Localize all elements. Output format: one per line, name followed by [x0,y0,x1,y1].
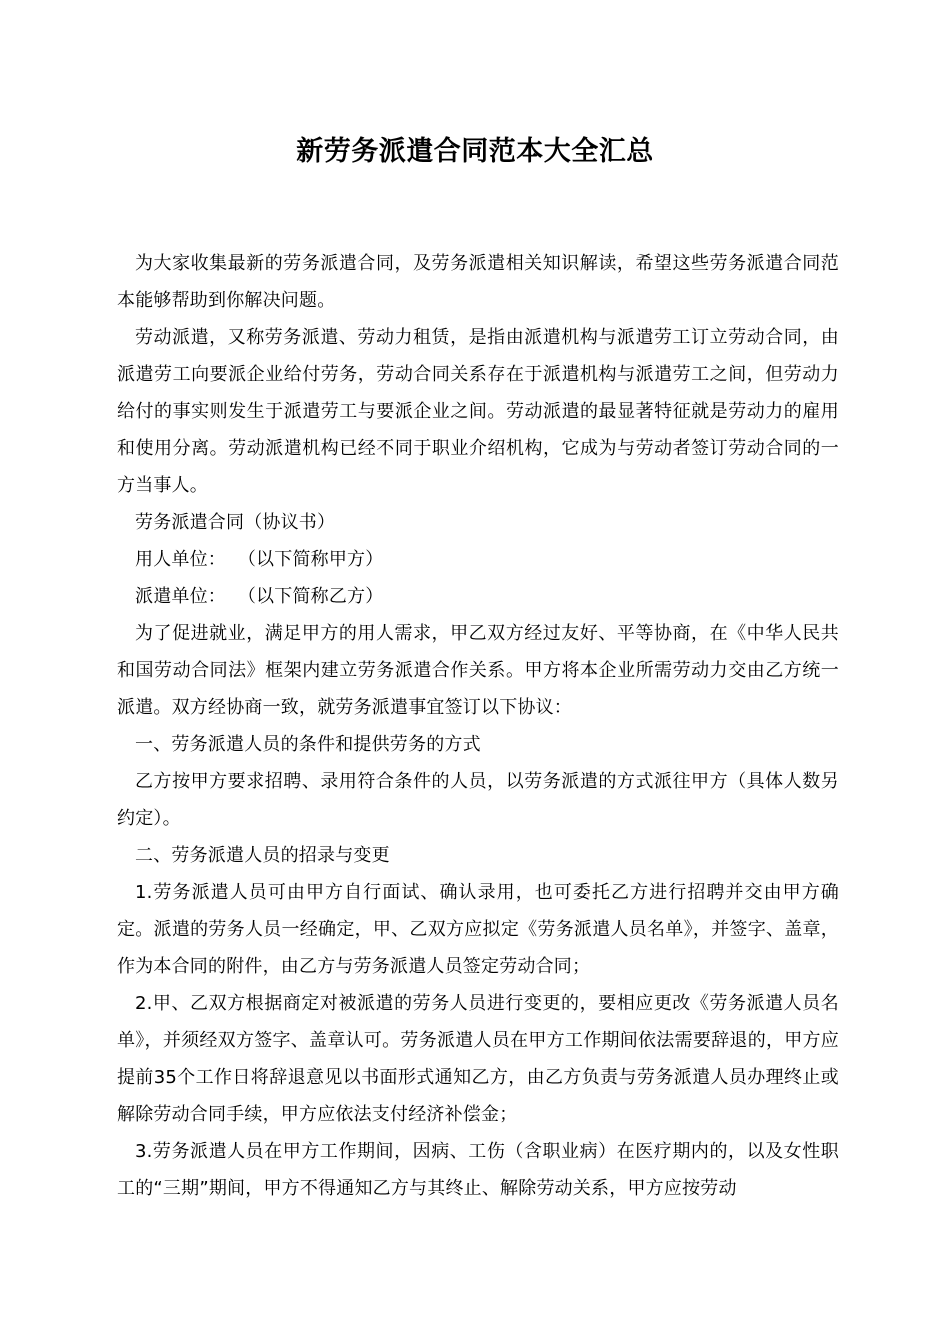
document-title: 新劳务派遣合同范本大全汇总 [296,136,654,167]
paragraph: 劳动派遣，又称劳务派遣、劳动力租赁，是指由派遣机构与派遣劳工订立劳动合同，由派遣劳工向要派企业给付劳务，劳动合同关系存在于派遣机构与派遣劳工之间，但劳动力给付的事实则发生于派遣劳工与要派企业之间。劳动派遣的最显著特征就是劳动力的雇用和使用分离。劳动派遣机构已经不同于职业介绍机构，它成为与劳动者签订劳动合同的一方当事人。 [117,327,839,496]
section-heading: 一、劳务派遣人员的条件和提供劳务的方式 [135,734,481,755]
paragraph: 3.劳务派遣人员在甲方工作期间，因病、工伤（含职业病）在医疗期内的，以及女性职工的“三期”期间，甲方不得通知乙方与其终止、解除劳动关系，甲方应按劳动 [117,1141,839,1199]
paragraph: 2.甲、乙双方根据商定对被派遣的劳务人员进行变更的，要相应更改《劳务派遣人员名单》，并须经双方签字、盖章认可。劳务派遣人员在甲方工作期间依法需要辞退的，甲方应提前35个工作日将辞退意见以书面形式通知乙方，由乙方负责与劳务派遣人员办理终止或解除劳动合同手续，甲方应依法支付经济补偿金； [117,993,839,1125]
paragraph: 劳务派遣合同（协议书） [135,512,336,533]
document-body [117,245,839,1207]
section-heading: 二、劳务派遣人员的招录与变更 [135,845,390,866]
paragraph: 为了促进就业，满足甲方的用人需求，甲乙双方经过友好、平等协商，在《中华人民共和国劳动合同法》框架内建立劳务派遣合作关系。甲方将本企业所需劳动力交由乙方统一派遣。双方经协商一致，就劳务派遣事宜签订以下协议： [117,623,839,718]
paragraph: 1.劳务派遣人员可由甲方自行面试、确认录用，也可委托乙方进行招聘并交由甲方确定。派遣的劳务人员一经确定，甲、乙双方应拟定《劳务派遣人员名单》，并签字、盖章，作为本合同的附件，由乙方与劳务派遣人员签定劳动合同； [117,882,839,977]
paragraph: 派遣单位： （以下简称乙方） [135,586,384,607]
paragraph: 乙方按甲方要求招聘、录用符合条件的人员，以劳务派遣的方式派往甲方（具体人数另约定）。 [117,771,839,829]
paragraph: 为大家收集最新的劳务派遣合同，及劳务派遣相关知识解读，希望这些劳务派遣合同范本能够帮助到你解决问题。 [117,253,839,311]
paragraph: 用人单位： （以下简称甲方） [135,549,384,570]
